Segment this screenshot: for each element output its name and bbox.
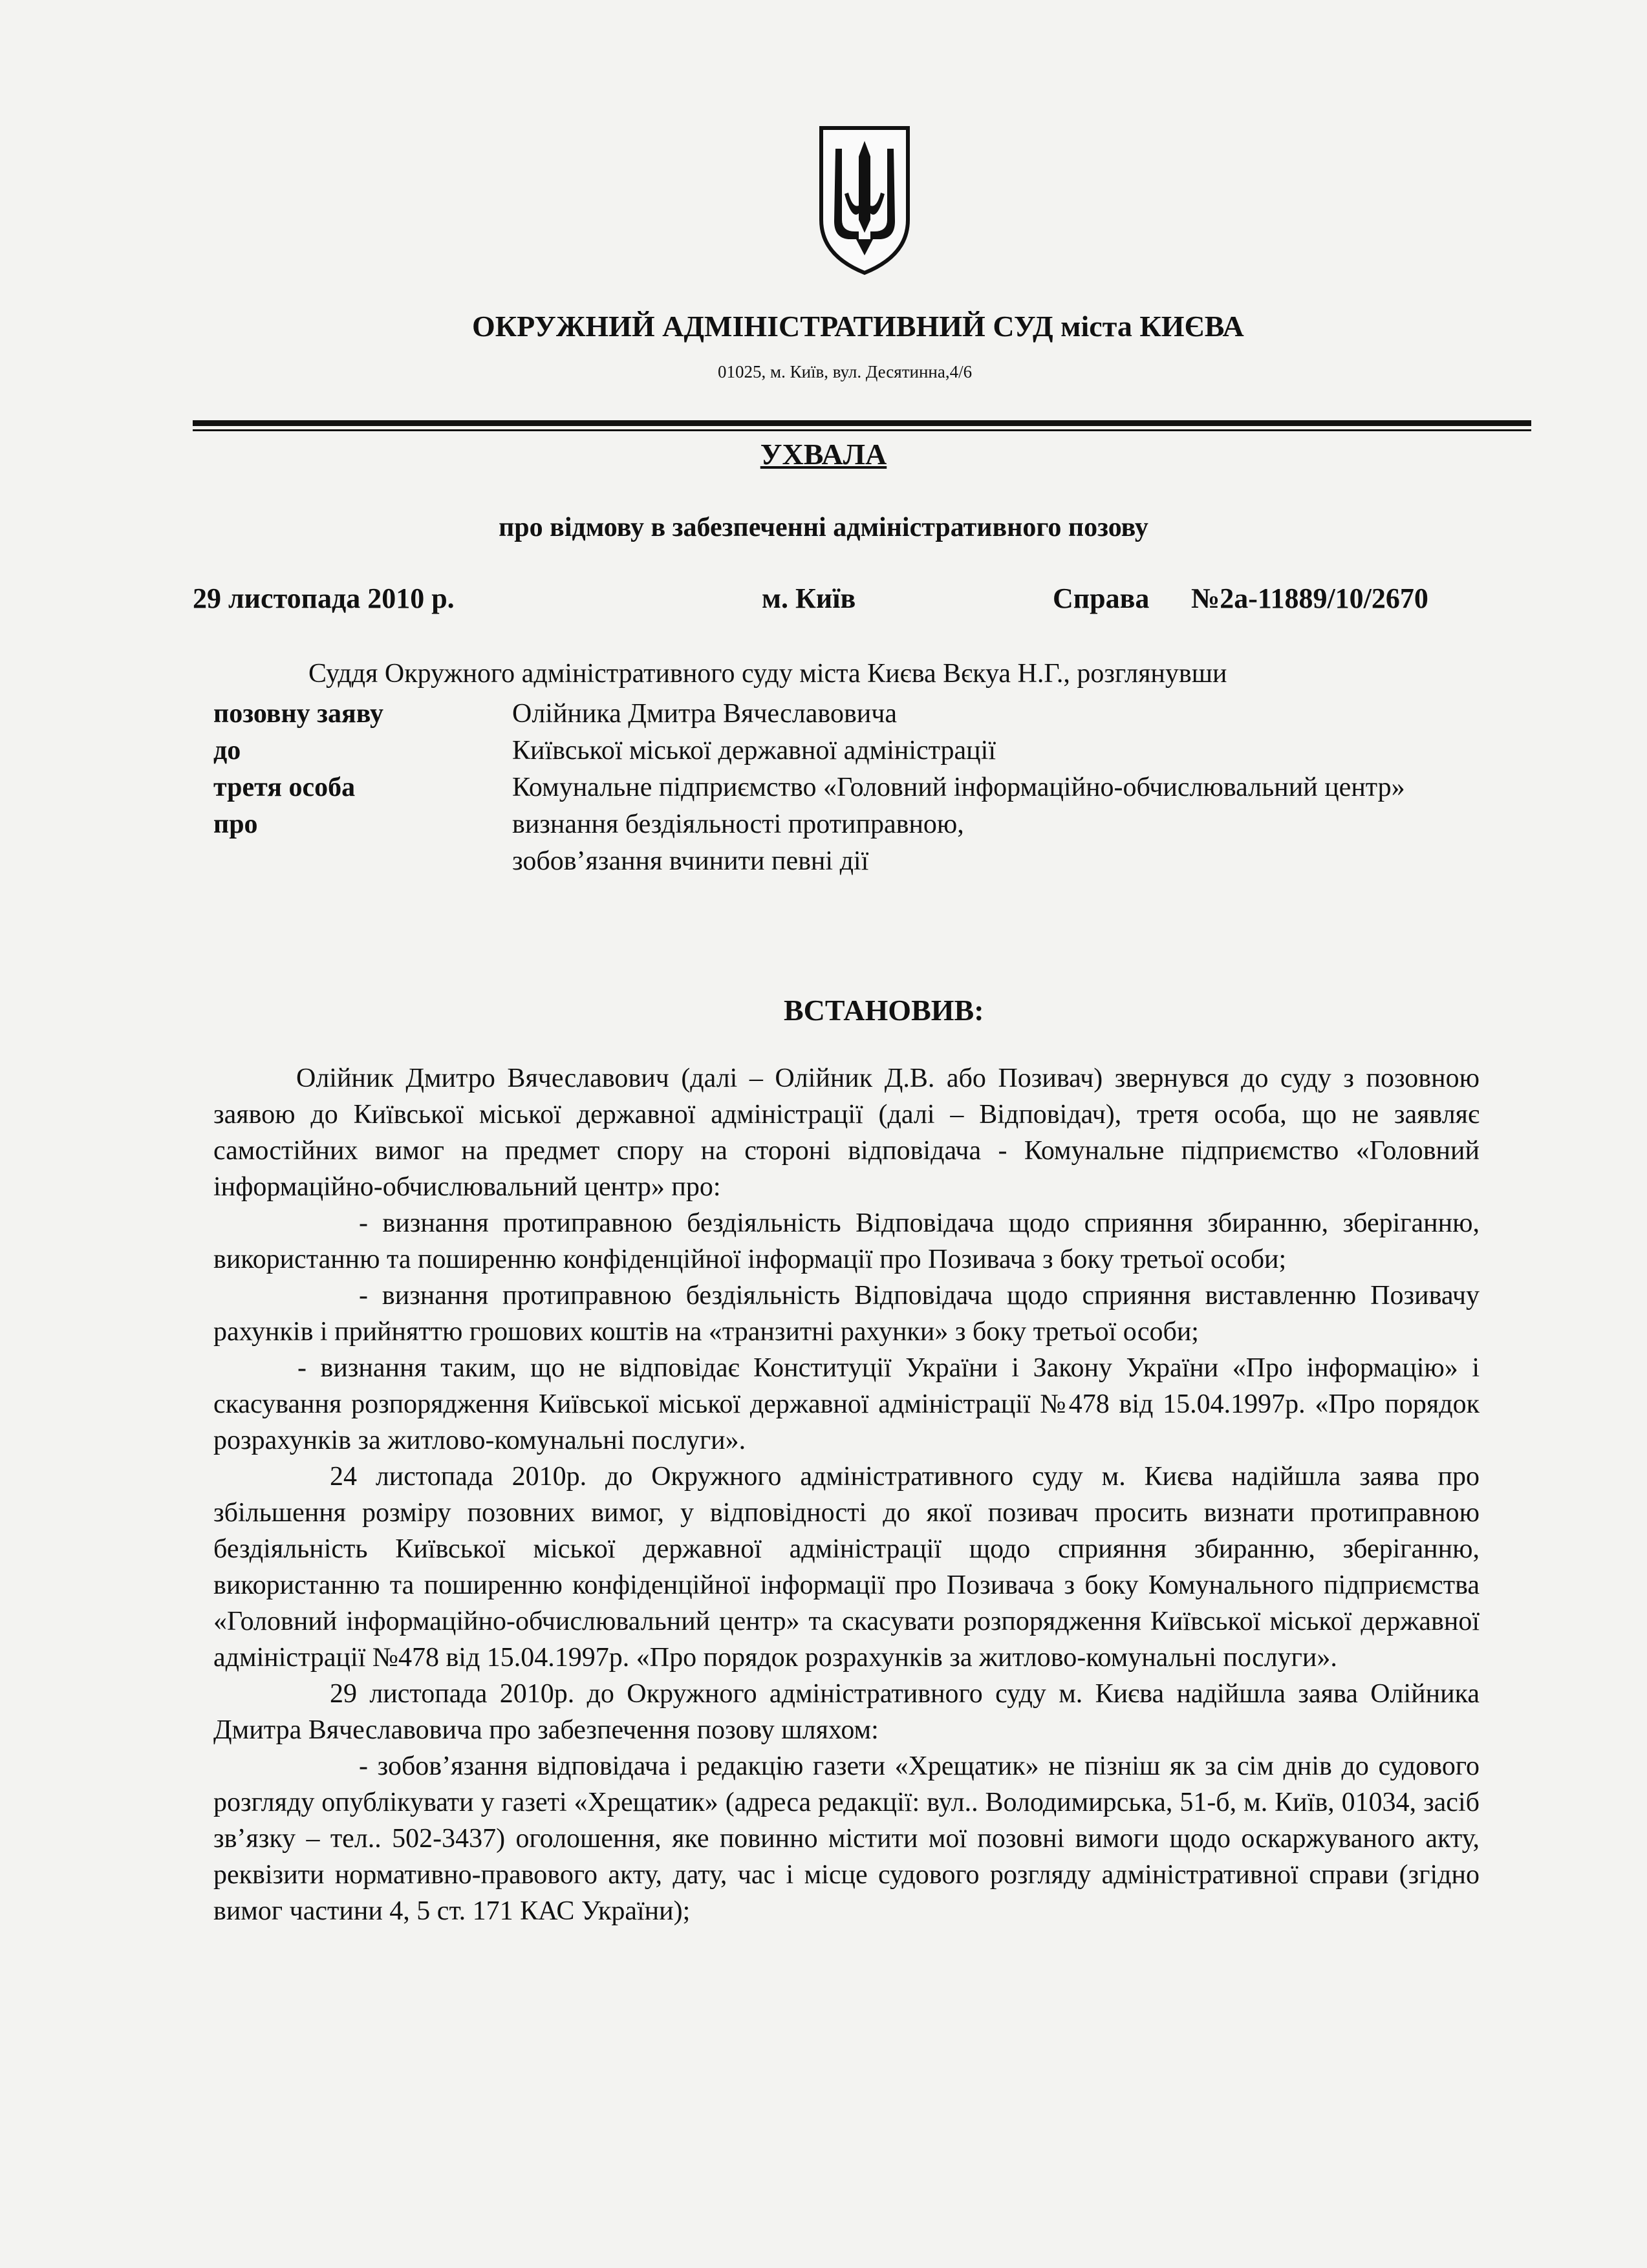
party-row	[213, 696, 1507, 733]
party-row	[213, 806, 1507, 843]
party-label: позовну заяву	[213, 699, 384, 729]
body-paragraph: Олійник Дмитро Вячеславович (далі – Олійник Д.В. або Позивач) звернувся до суду з позовною заявою до Київської міської державної адміністрації (далі – Відповідач), третя особа, що не заявляє самостійних вимог на предмет спору на стороні відповідача - Комунальне підприємство «Головний інформаційно-обчислювальний центр» про:	[213, 1064, 1480, 1202]
case-number: №2а-11889/10/2670	[1191, 583, 1428, 614]
body-paragraph: 24 листопада 2010р. до Окружного адміністративного суду м. Києва надійшла заява про збільшення розміру позовних вимог, у відповідності до якої позивач просить визнати протиправною бездіяльність Київської міської державної адміністрації щодо сприяння збиранню, зберіганню, використанню та поширенню конфіденційної інформації про Позивача з боку Комунального підприємства «Головний інформаційно-обчислювальний центр» та скасувати розпорядження Київської міської державної адміністрації №478 від 15.04.1997р. «Про порядок розрахунків за житлово-комунальні послуги».	[213, 1462, 1480, 1673]
document-date: 29 листопада 2010 р.	[193, 583, 455, 614]
party-row	[213, 843, 1507, 880]
court-address: 01025, м. Київ, вул. Десятинна,4/6	[718, 362, 973, 381]
body-paragraph: - визнання протиправною бездіяльність Відповідача щодо сприяння збиранню, зберіганню, використанню та поширенню конфіденційної інформації про Позивача з боку третьої особи;	[213, 1208, 1480, 1274]
body-paragraph: 29 листопада 2010р. до Окружного адміністративного суду м. Києва надійшла заява Олійника Дмитра Вячеславовича про забезпечення позову шляхом:	[213, 1679, 1480, 1745]
party-label: до	[213, 736, 241, 765]
document-body	[213, 1060, 1480, 1929]
body-paragraph: - визнання протиправною бездіяльність Відповідача щодо сприяння виставленню Позивачу рахунків і прийняттю грошових коштів на «транзитні рахунки» з боку третьої особи;	[213, 1281, 1480, 1347]
case-label: Справа	[1053, 583, 1150, 614]
party-label: про	[213, 809, 258, 839]
party-row	[213, 769, 1507, 806]
party-value: визнання бездіяльності протиправною,	[512, 809, 964, 839]
document-city: м. Київ	[762, 583, 856, 614]
document-title: УХВАЛА	[760, 438, 887, 471]
party-label	[213, 843, 512, 880]
document-subtitle: про відмову в забезпеченні адміністративного позову	[499, 513, 1148, 542]
body-paragraph: - зобов’язання відповідача і редакцію газети «Хрещатик» не пізніш як за сім днів до судового розгляду опублікувати у газеті «Хрещатик» (адреса редакції: вул.. Володимирська, 51-б, м. Київ, 01034, засіб зв’язку – тел.. 502-3437) оголошення, яке повинно містити мої позовні вимоги щодо оскаржуваного акту, реквізити нормативно-правового акту, дату, час і місце судового розгляду адміністративної справи (згідно вимог частини 4, 5 ст. 171 КАС України);	[213, 1751, 1480, 1926]
court-name: ОКРУЖНИЙ АДМІНІСТРАТИВНИЙ СУД міста КИЄВА	[472, 310, 1244, 343]
party-value: Київської міської державної адміністрації	[512, 736, 996, 765]
section-heading: ВСТАНОВИВ:	[784, 994, 984, 1027]
party-label: третя особа	[213, 773, 356, 802]
header-divider-thin	[193, 429, 1531, 431]
party-value: Комунальне підприємство «Головний інформаційно-обчислювальний центр»	[512, 773, 1405, 802]
body-paragraph: - визнання таким, що не відповідає Конституції України і Закону України «Про інформацію» і скасування розпорядження Київської міської державної адміністрації №478 від 15.04.1997р. «Про порядок розрахунків за житлово-комунальні послуги».	[213, 1353, 1480, 1455]
intro-text: Суддя Окружного адміністративного суду міста Києва Вєкуа Н.Г., розглянувши	[308, 659, 1227, 689]
trident-emblem-icon	[816, 123, 913, 278]
party-row	[213, 733, 1507, 769]
header-divider	[193, 420, 1531, 426]
party-value: Олійника Дмитра Вячеславовича	[512, 699, 898, 729]
parties-table	[213, 696, 1507, 880]
party-value: зобов’язання вчинити певні дії	[512, 846, 869, 876]
